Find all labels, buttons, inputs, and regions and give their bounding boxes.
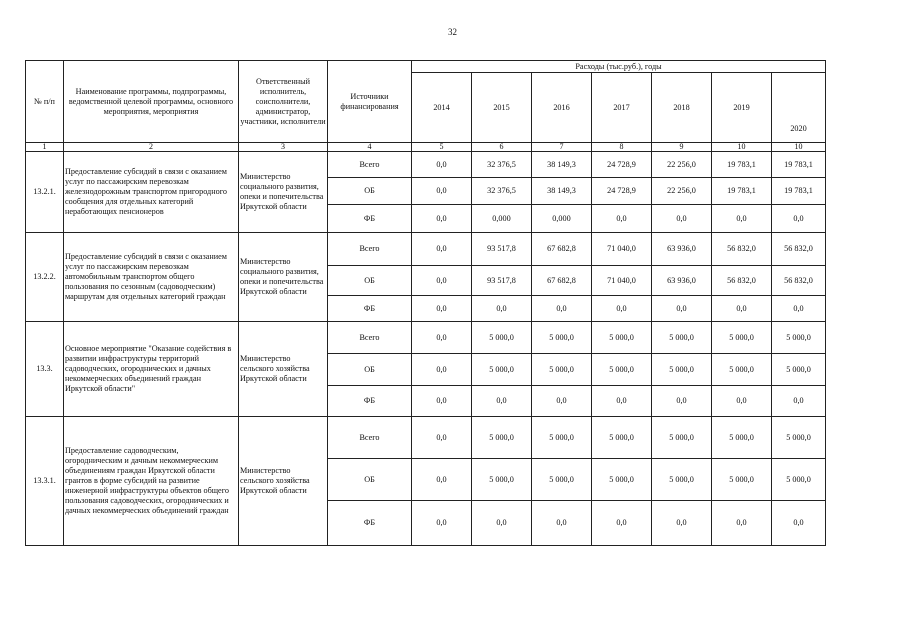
expense-value: 0,0 <box>772 501 826 546</box>
expense-value: 0,0 <box>412 501 472 546</box>
expense-value: 22 256,0 <box>652 178 712 205</box>
header-year: 2017 <box>592 73 652 143</box>
funding-source: ФБ <box>328 386 412 417</box>
expense-value: 38 149,3 <box>532 178 592 205</box>
column-number: 5 <box>412 143 472 152</box>
header-sources: Источники финансирования <box>328 61 412 143</box>
expense-value: 0,0 <box>412 417 472 459</box>
expense-value: 93 517,8 <box>472 233 532 266</box>
expense-value: 0,0 <box>412 233 472 266</box>
column-number: 6 <box>472 143 532 152</box>
table-row <box>26 322 826 354</box>
funding-source: ОБ <box>328 354 412 386</box>
expense-value: 5 000,0 <box>472 354 532 386</box>
column-number: 8 <box>592 143 652 152</box>
header-year: 2020 <box>772 73 826 143</box>
expense-value: 0,0 <box>652 386 712 417</box>
row-number: 13.3.1. <box>26 417 64 546</box>
expense-value: 5 000,0 <box>592 459 652 501</box>
funding-source: ФБ <box>328 296 412 322</box>
expense-value: 0,0 <box>412 354 472 386</box>
expense-value: 5 000,0 <box>772 322 826 354</box>
expense-value: 19 783,1 <box>712 178 772 205</box>
table-header <box>26 61 826 152</box>
expense-value: 5 000,0 <box>592 354 652 386</box>
expense-value: 0,0 <box>652 296 712 322</box>
expense-value: 22 256,0 <box>652 152 712 178</box>
header-year: 2019 <box>712 73 772 143</box>
column-number: 7 <box>532 143 592 152</box>
page-number: 32 <box>448 27 457 37</box>
funding-source: ОБ <box>328 178 412 205</box>
column-number: 4 <box>328 143 412 152</box>
expense-value: 5 000,0 <box>652 354 712 386</box>
expense-value: 32 376,5 <box>472 178 532 205</box>
expense-value: 0,0 <box>412 266 472 296</box>
expense-value: 0,0 <box>412 205 472 233</box>
expense-value: 5 000,0 <box>772 354 826 386</box>
expense-value: 0,0 <box>592 205 652 233</box>
expense-value: 5 000,0 <box>652 417 712 459</box>
expense-value: 0,0 <box>412 459 472 501</box>
expense-value: 0,0 <box>772 205 826 233</box>
expense-value: 71 040,0 <box>592 266 652 296</box>
funding-source: ОБ <box>328 266 412 296</box>
expense-value: 0,0 <box>532 501 592 546</box>
expense-value: 19 783,1 <box>772 178 826 205</box>
expense-value: 0,0 <box>412 152 472 178</box>
expense-value: 0,0 <box>472 386 532 417</box>
expense-value: 56 832,0 <box>712 233 772 266</box>
header-responsible: Ответственный исполнитель, соисполнители, администратор, участники, исполнители <box>239 61 328 143</box>
expense-value: 5 000,0 <box>712 459 772 501</box>
expense-value: 67 682,8 <box>532 266 592 296</box>
expense-value: 0,0 <box>652 501 712 546</box>
table-row <box>26 417 826 459</box>
row-number: 13.2.1. <box>26 152 64 233</box>
expense-value: 5 000,0 <box>772 417 826 459</box>
expense-value: 0,0 <box>712 501 772 546</box>
measure-name: Предоставление садоводческим, огородническим и дачным некоммерческим объединениям граждан Иркутской области грантов в форме субсидий на развитие инженерной инфраструктуры объектов общего пользования садоводческих, огороднических и дачных некоммерческих объединений граждан <box>64 417 239 546</box>
expense-value: 5 000,0 <box>712 322 772 354</box>
expense-value: 0,0 <box>412 322 472 354</box>
table-body <box>26 152 826 546</box>
expense-value: 5 000,0 <box>532 459 592 501</box>
expense-value: 5 000,0 <box>472 417 532 459</box>
expense-value: 63 936,0 <box>652 233 712 266</box>
funding-source: Всего <box>328 152 412 178</box>
expense-value: 0,0 <box>532 296 592 322</box>
expense-value: 5 000,0 <box>532 417 592 459</box>
row-number: 13.2.2. <box>26 233 64 322</box>
responsible-executor: Министерство социального развития, опеки и попечительства Иркутской области <box>239 152 328 233</box>
expense-value: 5 000,0 <box>532 322 592 354</box>
expense-value: 56 832,0 <box>712 266 772 296</box>
expense-value: 93 517,8 <box>472 266 532 296</box>
header-expenses: Расходы (тыс.руб.), годы <box>412 61 826 73</box>
header-year: 2014 <box>412 73 472 143</box>
funding-source: ФБ <box>328 501 412 546</box>
header-year: 2016 <box>532 73 592 143</box>
funding-source: ОБ <box>328 459 412 501</box>
expense-value: 0,0 <box>712 296 772 322</box>
expense-value: 0,0 <box>472 501 532 546</box>
responsible-executor: Министерство социального развития, опеки и попечительства Иркутской области <box>239 233 328 322</box>
expense-value: 0,0 <box>592 386 652 417</box>
expense-value: 0,0 <box>772 386 826 417</box>
column-number: 1 <box>26 143 64 152</box>
expense-value: 24 728,9 <box>592 178 652 205</box>
expense-value: 0,0 <box>412 178 472 205</box>
header-num: № п/п <box>26 61 64 143</box>
funding-source: ФБ <box>328 205 412 233</box>
expense-value: 67 682,8 <box>532 233 592 266</box>
column-number-row <box>26 143 826 152</box>
table-row <box>26 233 826 266</box>
expense-value: 5 000,0 <box>532 354 592 386</box>
budget-table <box>25 60 826 546</box>
expense-value: 5 000,0 <box>592 322 652 354</box>
measure-name: Предоставление субсидий в связи с оказанием услуг по пассажирским перевозкам автомобильным транспортом общего пользования по сезонным (садоводческим) маршрутам для отдельных категорий граждан <box>64 233 239 322</box>
expense-value: 0,0 <box>412 296 472 322</box>
row-number: 13.3. <box>26 322 64 417</box>
expense-value: 56 832,0 <box>772 233 826 266</box>
expense-value: 0,0 <box>712 205 772 233</box>
expense-value: 0,0 <box>712 386 772 417</box>
expense-value: 0,0 <box>652 205 712 233</box>
expense-value: 56 832,0 <box>772 266 826 296</box>
expense-value: 0,0 <box>532 386 592 417</box>
expense-value: 0,000 <box>532 205 592 233</box>
measure-name: Предоставление субсидий в связи с оказанием услуг по пассажирским перевозкам железнодорожным транспортом пригородного сообщения для отдельных категорий неработающих пенсионеров <box>64 152 239 233</box>
expense-value: 19 783,1 <box>712 152 772 178</box>
expense-value: 5 000,0 <box>652 322 712 354</box>
expense-value: 5 000,0 <box>712 354 772 386</box>
expense-value: 32 376,5 <box>472 152 532 178</box>
expense-value: 0,0 <box>472 296 532 322</box>
funding-source: Всего <box>328 322 412 354</box>
header-year: 2015 <box>472 73 532 143</box>
header-year: 2018 <box>652 73 712 143</box>
table-row <box>26 152 826 178</box>
expense-value: 5 000,0 <box>592 417 652 459</box>
expense-value: 71 040,0 <box>592 233 652 266</box>
column-number: 9 <box>652 143 712 152</box>
column-number: 10 <box>712 143 772 152</box>
expense-value: 19 783,1 <box>772 152 826 178</box>
responsible-executor: Министерство сельского хозяйства Иркутской области <box>239 322 328 417</box>
expense-value: 5 000,0 <box>772 459 826 501</box>
expense-value: 5 000,0 <box>652 459 712 501</box>
column-number: 2 <box>64 143 239 152</box>
column-number: 3 <box>239 143 328 152</box>
measure-name: Основное мероприятие "Оказание содействия в развитии инфраструктуры территорий садоводческих, огороднических и дачных некоммерческих объединений граждан Иркутской области" <box>64 322 239 417</box>
expense-value: 5 000,0 <box>472 322 532 354</box>
header-name: Наименование программы, подпрограммы, ведомственной целевой программы, основного мероприятия, мероприятия <box>64 61 239 143</box>
expense-value: 5 000,0 <box>712 417 772 459</box>
expense-value: 24 728,9 <box>592 152 652 178</box>
expense-value: 0,0 <box>592 296 652 322</box>
column-number: 10 <box>772 143 826 152</box>
responsible-executor: Министерство сельского хозяйства Иркутской области <box>239 417 328 546</box>
expense-value: 0,0 <box>592 501 652 546</box>
expense-value: 63 936,0 <box>652 266 712 296</box>
expense-value: 5 000,0 <box>472 459 532 501</box>
expense-value: 38 149,3 <box>532 152 592 178</box>
expense-value: 0,000 <box>472 205 532 233</box>
expense-value: 0,0 <box>412 386 472 417</box>
funding-source: Всего <box>328 233 412 266</box>
funding-source: Всего <box>328 417 412 459</box>
expense-value: 0,0 <box>772 296 826 322</box>
